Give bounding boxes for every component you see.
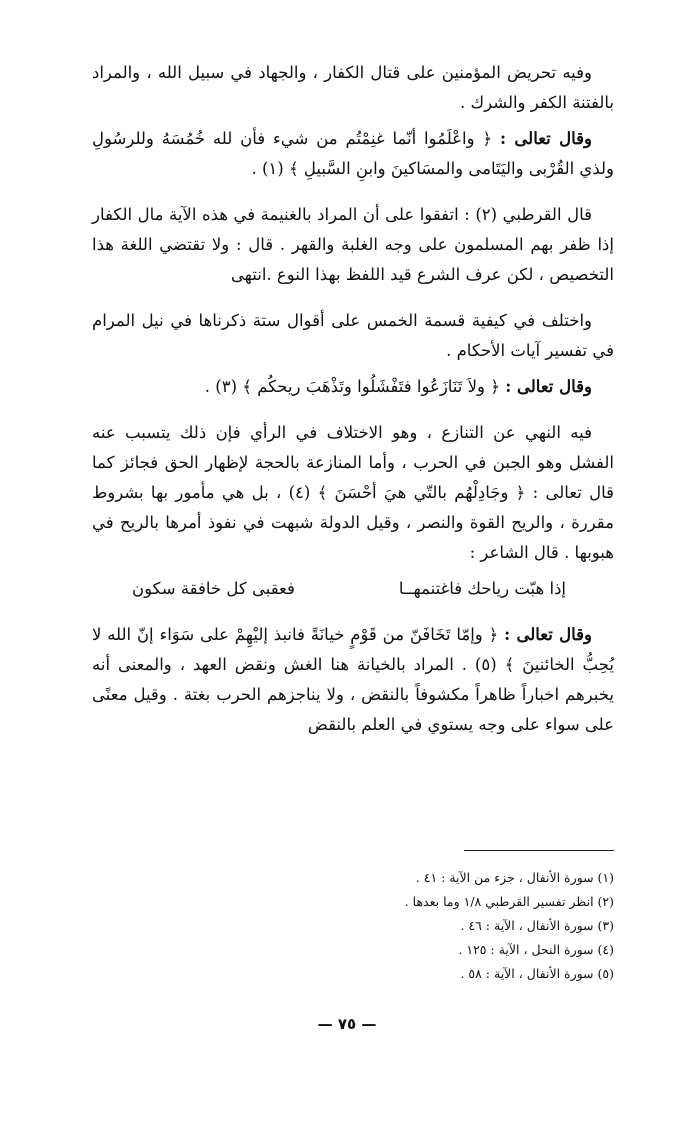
poem-hemistich-1: إذا هبّت رياحك فاغتنمهــا [398, 579, 566, 598]
quran-verse: ﴿ ولاَ تَنَازَعُوا فتَفْشَلُوا وتَذْهَبَ ريحكُم ﴾ (٣) . [204, 377, 500, 396]
paragraph-6: فيه النهي عن التنازع ، وهو الاختلاف في الرأي فإن ذلك يتسبب عنه الفشل وهو الجبن في الحرب ، وأما المنازعة بالحجة لإظهار الحق فجائز كما قال تعالى : ﴿ وجَادِلْهُم بالتّي هيَ أحْسَنَ ﴾ (٤) ، بل هي مأمور بها بشروط مقررة ، والريح القوة والنصر ، وقيل الدولة شبهت في نفوذ أمرها بالريح في هبوبها . قال الشاعر : [92, 423, 614, 562]
paragraph-1: وفيه تحريض المؤمنين على قتال الكفار ، والجهاد في سبيل الله ، والمراد بالفتنة الكفر والشرك . [92, 63, 614, 112]
footnote-separator [464, 850, 614, 851]
main-text [92, 58, 614, 756]
quran-verse: ﴿ واعْلَمُوا أنّما غنِمْتُم من شيء فأن لله خُمُسَهُ وللرسُولِ ولذي القُرْبى واليَتَامى والمسَاكينَ وابنِ السَّبيلِ ﴾ (١) . [92, 129, 614, 178]
footnote-4: (٤) سورة النحل ، الآية : ١٢٥ . [458, 942, 614, 957]
footnote-5: (٥) سورة الأنفال ، الآية : ٥٨ . [460, 966, 614, 981]
paragraph-5 [92, 372, 614, 402]
verse-intro-label: وقال تعالى : [505, 377, 592, 396]
paragraph-4: واختلف في كيفية قسمة الخمس على أقوال ستة ذكرناها في نيل المرام في تفسير آيات الأحكام . [92, 311, 614, 360]
footnote-2: (٢) انظر تفسير القرطبي ١/٨ وما بعدها . [404, 894, 614, 909]
poem-verse [92, 574, 614, 604]
paragraph-3: قال القرطبي (٢) : اتفقوا على أن المراد بالغنيمة في هذه الآية مال الكفار إذا ظفر بهم المسلمون على وجه الغلبة والقهر . قال : ولا تقتضي اللغة هذا التخصيص ، لكن عرف الشرع قيد اللفظ بهذا النوع .انتهى [92, 205, 614, 284]
verse-intro-label: وقال تعالى : [504, 625, 592, 644]
verse-intro-label: وقال تعالى : [499, 129, 593, 148]
paragraph-7 [92, 620, 614, 740]
poem-hemistich-2: فعقبى كل خافقة سكون [132, 579, 295, 598]
footnote-3: (٣) سورة الأنفال ، الآية : ٤٦ . [460, 918, 614, 933]
page-number: — ٧٥ — [317, 1015, 377, 1033]
quran-verse: ﴿ وإمّا تَخَافَنّ من قَوْمٍ خيانَةً فانبذ إليْهِمْ على سَوَاء إنّ الله لا يُحِبُّ الخائنينَ ﴾ (٥) . المراد بالخيانة هنا الغش ونقض العهد ، والمعنى أنه يخبرهم اخباراً ظاهراً مكشوفاً بالنقض ، ولا يناجزهم الحرب بغتة . وقيل معنًى على سواء على وجه يستوي في العلم بالنقض [92, 625, 614, 734]
footnote-1: (١) سورة الأنفال ، جزء من الآية : ٤١ . [415, 870, 614, 885]
footnotes [92, 866, 614, 986]
paragraph-2 [92, 124, 614, 184]
